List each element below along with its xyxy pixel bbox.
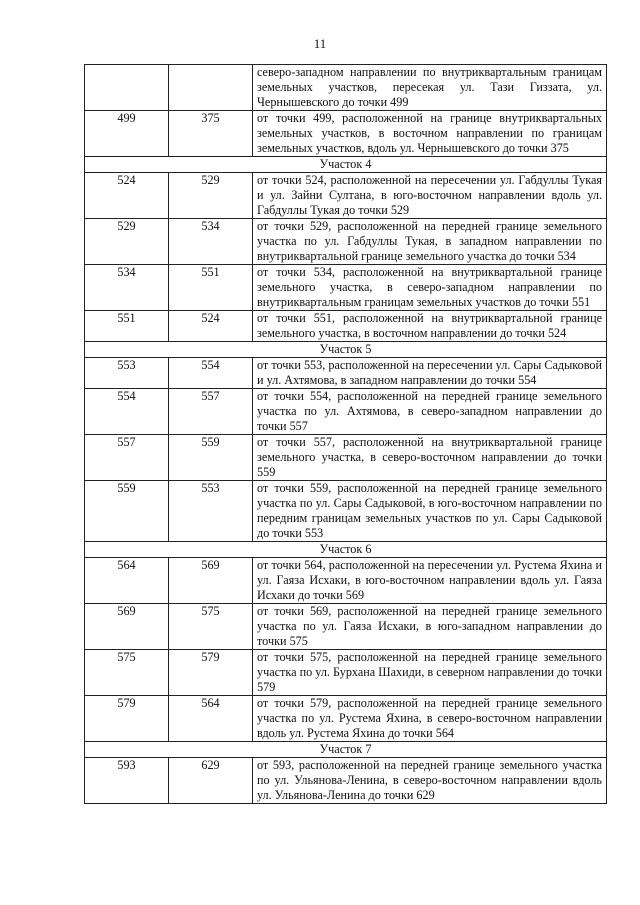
from-point-cell xyxy=(85,65,169,111)
boundary-description-cell: от точки 499, расположенной на границе внутриквартальных земельных участков, в восточном направлении по границам земельных участков, вдоль ул. Чернышевского до точки 375 xyxy=(253,111,607,157)
boundary-description-cell: от точки 524, расположенной на пересечении ул. Габдуллы Тукая и ул. Зайни Султана, в юго-восточном направлении вдоль ул. Габдуллы Тукая до точки 529 xyxy=(253,173,607,219)
table-row xyxy=(85,435,607,481)
from-point-cell: 569 xyxy=(85,604,169,650)
table-row xyxy=(85,219,607,265)
boundary-description-cell: северо-западном направлении по внутриквартальным границам земельных участков, пересекая ул. Тази Гиззата, ул. Чернышевского до точки 499 xyxy=(253,65,607,111)
boundary-table xyxy=(84,64,607,804)
from-point-cell: 579 xyxy=(85,696,169,742)
boundary-description-cell: от точки 529, расположенной на передней границе земельного участка по ул. Габдуллы Тукая, в западном направлении по внутриквартальной границе земельного участка до точки 534 xyxy=(253,219,607,265)
to-point-cell: 529 xyxy=(169,173,253,219)
table-row xyxy=(85,604,607,650)
boundary-description-cell: от точки 575, расположенной на передней границе земельного участка по ул. Бурхана Шахиди, в северном направлении до точки 579 xyxy=(253,650,607,696)
table-row xyxy=(85,650,607,696)
table-row xyxy=(85,389,607,435)
table-row xyxy=(85,65,607,111)
to-point-cell: 553 xyxy=(169,481,253,542)
table-row xyxy=(85,111,607,157)
from-point-cell: 553 xyxy=(85,358,169,389)
boundary-description-cell: от точки 551, расположенной на внутриквартальной границе земельного участка, в восточном направлении до точки 524 xyxy=(253,311,607,342)
boundary-table-body xyxy=(85,65,607,804)
section-title: Участок 7 xyxy=(85,742,607,758)
to-point-cell: 579 xyxy=(169,650,253,696)
from-point-cell: 551 xyxy=(85,311,169,342)
to-point-cell: 569 xyxy=(169,558,253,604)
table-row xyxy=(85,481,607,542)
table-row xyxy=(85,558,607,604)
boundary-description-cell: от точки 569, расположенной на передней границе земельного участка по ул. Гаяза Исхаки, в юго-западном направлении до точки 575 xyxy=(253,604,607,650)
from-point-cell: 575 xyxy=(85,650,169,696)
boundary-description-cell: от точки 559, расположенной на передней границе земельного участка по ул. Сары Садыковой, в юго-восточном направлении по передним границам земельных участков по ул. Сары Садыковой до точки 553 xyxy=(253,481,607,542)
to-point-cell xyxy=(169,65,253,111)
section-header-row xyxy=(85,542,607,558)
section-title: Участок 4 xyxy=(85,157,607,173)
table-row xyxy=(85,265,607,311)
boundary-description-cell: от точки 579, расположенной на передней границе земельного участка по ул. Рустема Яхина, в северо-восточном направлении вдоль ул. Рустема Яхина до точки 564 xyxy=(253,696,607,742)
to-point-cell: 575 xyxy=(169,604,253,650)
to-point-cell: 557 xyxy=(169,389,253,435)
boundary-description-cell: от точки 553, расположенной на пересечении ул. Сары Садыковой и ул. Ахтямова, в западном направлении до точки 554 xyxy=(253,358,607,389)
table-row xyxy=(85,358,607,389)
from-point-cell: 557 xyxy=(85,435,169,481)
table-row xyxy=(85,173,607,219)
from-point-cell: 534 xyxy=(85,265,169,311)
to-point-cell: 629 xyxy=(169,758,253,804)
table-row xyxy=(85,758,607,804)
from-point-cell: 564 xyxy=(85,558,169,604)
from-point-cell: 529 xyxy=(85,219,169,265)
section-title: Участок 5 xyxy=(85,342,607,358)
section-header-row xyxy=(85,342,607,358)
boundary-description-cell: от точки 564, расположенной на пересечении ул. Рустема Яхина и ул. Гаяза Исхаки, в юго-восточном направлении вдоль ул. Гаяза Исхаки до точки 569 xyxy=(253,558,607,604)
table-row xyxy=(85,311,607,342)
table-row xyxy=(85,696,607,742)
to-point-cell: 554 xyxy=(169,358,253,389)
from-point-cell: 593 xyxy=(85,758,169,804)
from-point-cell: 524 xyxy=(85,173,169,219)
to-point-cell: 534 xyxy=(169,219,253,265)
section-header-row xyxy=(85,157,607,173)
to-point-cell: 375 xyxy=(169,111,253,157)
to-point-cell: 524 xyxy=(169,311,253,342)
to-point-cell: 559 xyxy=(169,435,253,481)
boundary-description-cell: от точки 557, расположенной на внутриквартальной границе земельного участка, в северо-восточном направлении до точки 559 xyxy=(253,435,607,481)
from-point-cell: 559 xyxy=(85,481,169,542)
to-point-cell: 551 xyxy=(169,265,253,311)
to-point-cell: 564 xyxy=(169,696,253,742)
page-number: 11 xyxy=(313,36,327,51)
boundary-description-cell: от 593, расположенной на передней границе земельного участка по ул. Ульянова-Ленина, в северо-восточном направлении вдоль ул. Ульянова-Ленина до точки 629 xyxy=(253,758,607,804)
boundary-description-cell: от точки 534, расположенной на внутриквартальной границе земельного участка, в северо-западном направлении по внутриквартальным границам земельных участков до точки 551 xyxy=(253,265,607,311)
section-title: Участок 6 xyxy=(85,542,607,558)
section-header-row xyxy=(85,742,607,758)
from-point-cell: 554 xyxy=(85,389,169,435)
from-point-cell: 499 xyxy=(85,111,169,157)
boundary-description-cell: от точки 554, расположенной на передней границе земельного участка по ул. Ахтямова, в северо-западном направлении до точки 557 xyxy=(253,389,607,435)
